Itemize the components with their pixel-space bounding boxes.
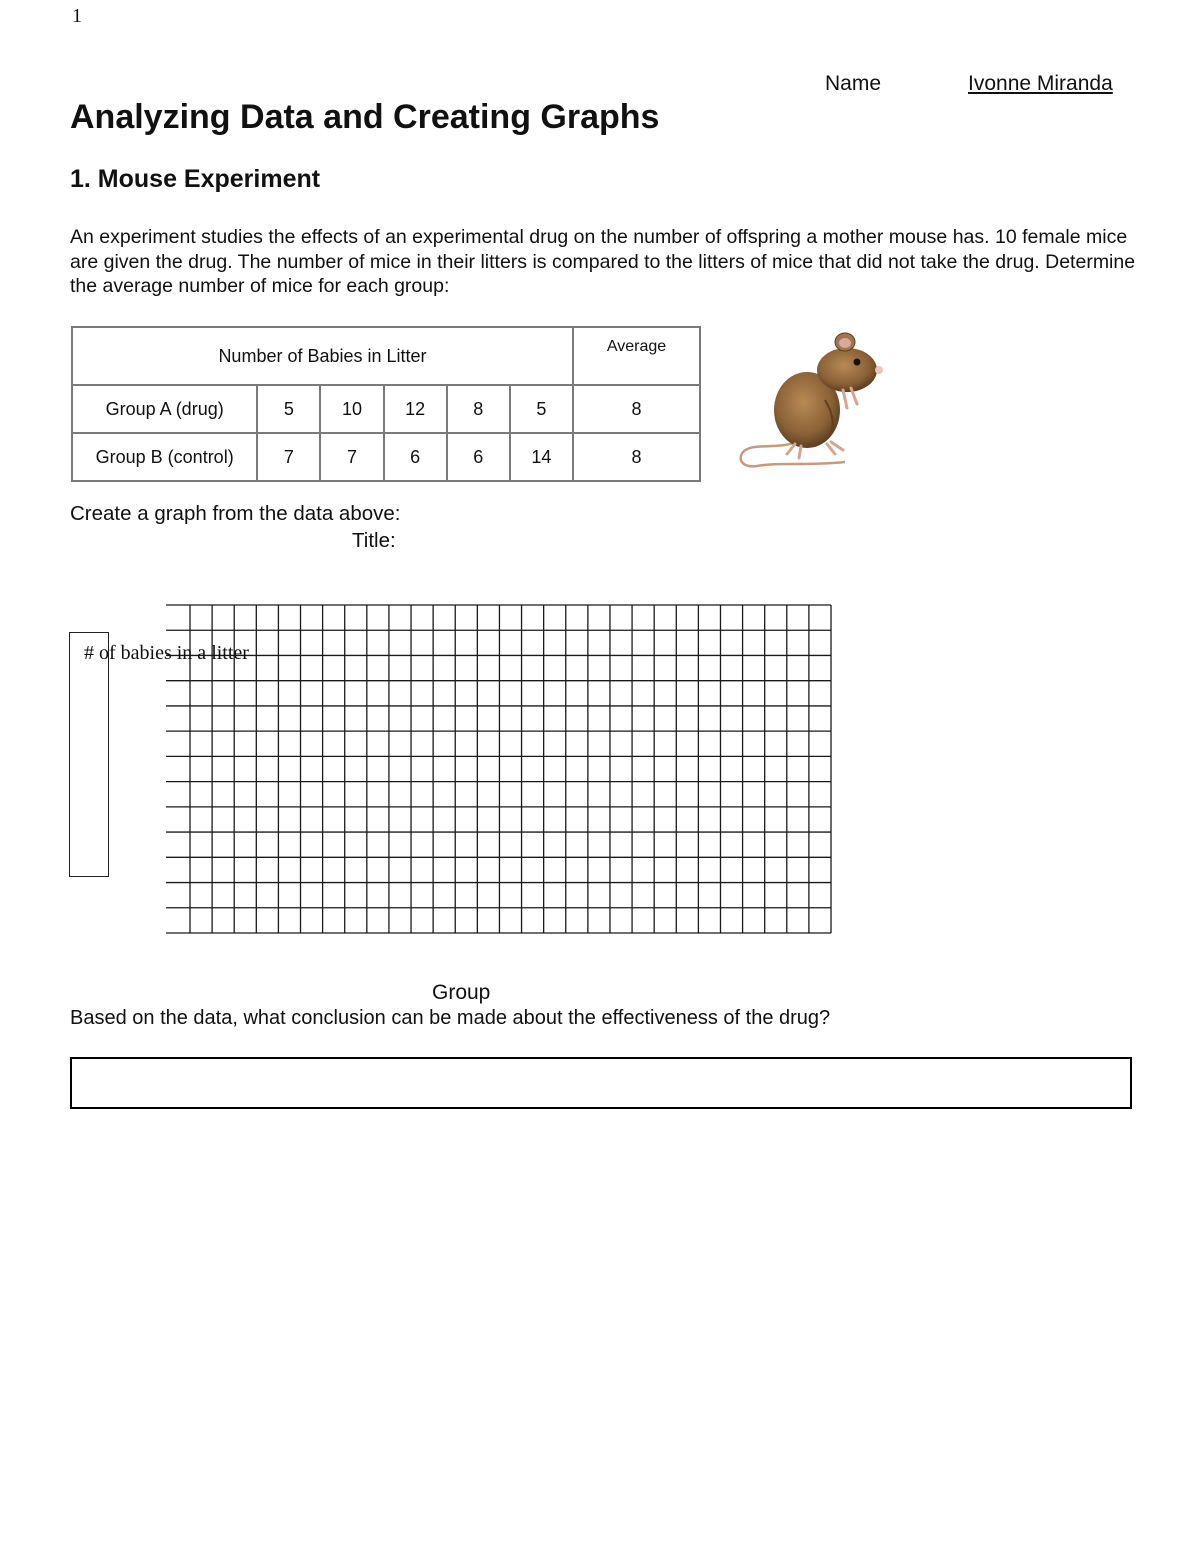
table-row bbox=[72, 385, 700, 433]
average-header: Average bbox=[573, 327, 700, 385]
y-axis-label-box bbox=[69, 632, 109, 877]
graph-instruction: Create a graph from the data above: bbox=[70, 502, 401, 525]
worksheet-title: Analyzing Data and Creating Graphs bbox=[70, 98, 660, 136]
litter-value: 14 bbox=[510, 433, 573, 481]
y-axis-label: # of babies in a litter bbox=[84, 642, 249, 664]
name-label: Name bbox=[825, 72, 882, 95]
litter-value: 12 bbox=[384, 385, 447, 433]
litter-value: 6 bbox=[384, 433, 447, 481]
section-heading: 1. Mouse Experiment bbox=[70, 165, 321, 193]
litter-value: 7 bbox=[320, 433, 383, 481]
litter-value: 5 bbox=[257, 385, 320, 433]
litter-value: 10 bbox=[320, 385, 383, 433]
average-value: 8 bbox=[573, 433, 700, 481]
intro-paragraph: An experiment studies the effects of an experimental drug on the number of offspring a mother mouse has. 10 female mice are given the drug. The number of mice in their litters is compared to the litters of mice that did not take the drug. Determine the average number of mice for each group: bbox=[70, 226, 1136, 297]
table-header-row bbox=[72, 327, 700, 385]
litter-value: 6 bbox=[447, 433, 510, 481]
blank-graph-grid[interactable] bbox=[166, 603, 834, 937]
litter-value: 8 bbox=[447, 385, 510, 433]
conclusion-answer-box[interactable] bbox=[70, 1057, 1132, 1109]
student-name: Ivonne Miranda bbox=[968, 72, 1113, 95]
litter-data-table bbox=[71, 326, 701, 482]
group-label: Group A (drug) bbox=[72, 385, 257, 433]
average-value: 8 bbox=[573, 385, 700, 433]
group-label: Group B (control) bbox=[72, 433, 257, 481]
x-axis-label: Group bbox=[432, 981, 491, 1004]
conclusion-question: Based on the data, what conclusion can be made about the effectiveness of the drug? bbox=[70, 1007, 831, 1029]
mouse-illustration bbox=[735, 330, 895, 475]
page-number: 1 bbox=[72, 5, 82, 27]
table-row bbox=[72, 433, 700, 481]
litter-value: 5 bbox=[510, 385, 573, 433]
graph-title-label: Title: bbox=[352, 529, 396, 552]
litter-value: 7 bbox=[257, 433, 320, 481]
table-header-label: Number of Babies in Litter bbox=[72, 327, 573, 385]
